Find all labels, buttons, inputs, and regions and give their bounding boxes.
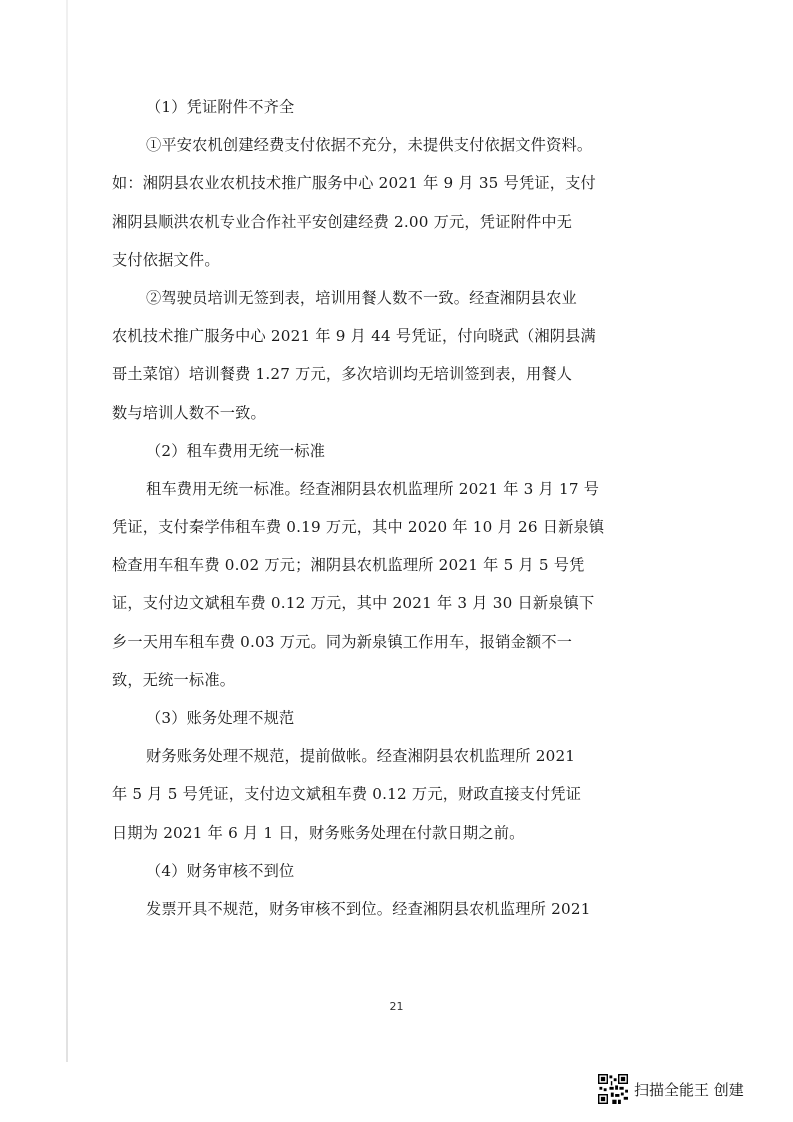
paragraph-line: 财务账务处理不规范，提前做帐。经查湘阴县农机监理所 2021	[146, 747, 576, 766]
section-heading-2: （2）租车费用无统一标准	[146, 441, 326, 460]
paragraph-line: 数与培训人数不一致。	[112, 403, 266, 422]
paragraph-line: ②驾驶员培训无签到表，培训用餐人数不一致。经查湘阴县农业	[146, 288, 577, 307]
watermark-text: 扫描全能王 创建	[634, 1080, 744, 1099]
document-body	[112, 88, 632, 928]
section-heading-1: （1）凭证附件不齐全	[146, 98, 295, 116]
paragraph-line: 如：湘阴县农业农机技术推广服务中心 2021 年 9 月 35 号凭证，支付	[112, 174, 596, 193]
paragraph-line: 发票开具不规范，财务审核不到位。经查湘阴县农机监理所 2021	[146, 899, 591, 918]
paragraph-line: 凭证，支付秦学伟租车费 0.19 万元，其中 2020 年 10 月 26 日新泉镇	[112, 518, 605, 537]
section-heading-3: （3）账务处理不规范	[146, 709, 295, 727]
paragraph-line: 支付依据文件。	[112, 250, 220, 269]
scanner-watermark	[598, 1072, 744, 1106]
paragraph-line: 证，支付边文斌租车费 0.12 万元，其中 2021 年 3 月 30 日新泉镇下	[112, 594, 595, 613]
paragraph-line: 租车费用无统一标准。经查湘阴县农机监理所 2021 年 3 月 17 号	[146, 479, 600, 498]
page-edge	[66, 0, 68, 1062]
paragraph-line: ①平安农机创建经费支付依据不充分，未提供支付依据文件资料。	[146, 136, 593, 155]
qr-code-icon	[598, 1074, 628, 1104]
paragraph-line: 检查用车租车费 0.02 万元；湘阴县农机监理所 2021 年 5 月 5 号凭	[112, 556, 585, 575]
paragraph-line: 日期为 2021 年 6 月 1 日，财务账务处理在付款日期之前。	[112, 823, 525, 842]
paragraph-line: 致，无统一标准。	[112, 670, 236, 689]
page-number: 21	[389, 1000, 404, 1013]
section-heading-4: （4）财务审核不到位	[146, 861, 295, 880]
paragraph-line: 农机技术推广服务中心 2021 年 9 月 44 号凭证，付向晓武（湘阴县满	[112, 327, 596, 346]
paragraph-line: 湘阴县顺洪农机专业合作社平安创建经费 2.00 万元，凭证附件中无	[112, 212, 573, 231]
paragraph-line: 哥土菜馆）培训餐费 1.27 万元，多次培训均无培训签到表，用餐人	[112, 365, 573, 384]
paragraph-line: 年 5 月 5 号凭证，支付边文斌租车费 0.12 万元，财政直接支付凭证	[112, 785, 582, 804]
paragraph-line: 乡一天用车租车费 0.03 万元。同为新泉镇工作用车，报销金额不一	[112, 632, 573, 651]
